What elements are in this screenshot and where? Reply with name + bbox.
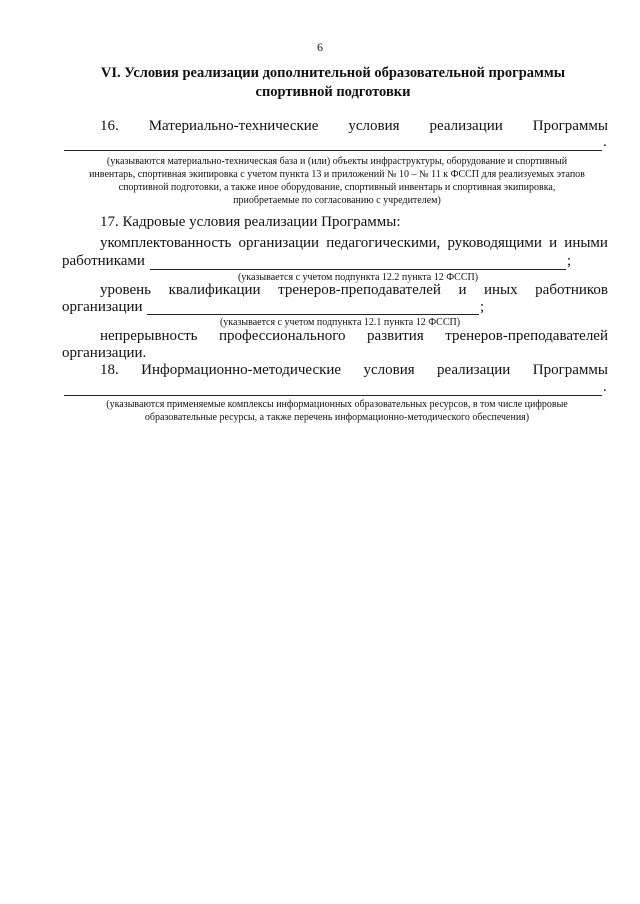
continuity-continuation: организации. (62, 345, 147, 361)
section-title-line-1: VI. Условия реализации дополнительной образовательной программы (100, 65, 566, 81)
item-16-word: Программы (532, 118, 608, 134)
item-18-blank-line (64, 395, 602, 396)
staffing-blank-line (150, 269, 566, 270)
qualification-semicolon: ; (480, 299, 485, 315)
item-16-blank-line (64, 150, 602, 151)
qualification-word: тренеров-преподавателей (278, 282, 441, 298)
item-16-word: реализации (429, 118, 503, 134)
item-17-continuity-line (100, 328, 608, 345)
qualification-note: (указывается с учетом подпункта 12.1 пункта 12 ФССП) (219, 317, 461, 328)
item-16-word: 16. (100, 118, 119, 134)
qualification-blank-line (147, 314, 479, 315)
staffing-word: и (549, 235, 558, 251)
item-18-word: Информационно-методические (141, 362, 342, 378)
continuity-word: непрерывность (100, 328, 198, 344)
staffing-continuation: работниками (62, 253, 145, 269)
item-17-staffing-line (100, 235, 608, 252)
qualification-word: квалификации (168, 282, 261, 298)
continuity-word: развития (367, 328, 424, 344)
qualification-word: уровень (100, 282, 152, 298)
item-16-period: . (603, 134, 607, 150)
qualification-word: работников (535, 282, 608, 298)
item-16-word: условия (348, 118, 400, 134)
item-16-note-line: спортивной подготовки, а также иное оборудование, спортивный инвентарь и спортивная экипировка, (118, 182, 556, 193)
item-16-note-line: инвентарь, спортивная экипировка с учетом пункта 13 и приложений № 10 – № 11 к ФССП для реализуемых этапов (89, 169, 585, 180)
item-17-qualification-line (100, 282, 608, 299)
staffing-semicolon: ; (567, 253, 572, 269)
item-16-note-line: (указываются материально-техническая база и (или) объекты инфраструктуры, оборудование и спортивный (106, 156, 568, 167)
staffing-word: организации (238, 235, 320, 251)
staffing-note: (указывается с учетом подпункта 12.2 пункта 12 ФССП) (237, 272, 479, 283)
item-18-heading (100, 362, 608, 379)
item-16-word: Материально-технические (148, 118, 319, 134)
qualification-word: и (458, 282, 467, 298)
item-17-heading: 17. Кадровые условия реализации Программы: (100, 214, 401, 230)
item-18-word: реализации (437, 362, 511, 378)
page-number: 6 (317, 40, 323, 54)
item-18-note-line: образовательные ресурсы, а также перечень информационно-методического обеспечения) (144, 412, 530, 423)
continuity-word: тренеров-преподавателей (445, 328, 608, 344)
item-16-heading (100, 118, 608, 135)
staffing-word: руководящими (447, 235, 542, 251)
qualification-word: иных (484, 282, 518, 298)
staffing-word: укомплектованность (100, 235, 232, 251)
continuity-word: профессионального (218, 328, 346, 344)
section-title-line-2: спортивной подготовки (255, 84, 411, 100)
item-18-word: условия (363, 362, 415, 378)
item-16-note (64, 155, 610, 207)
staffing-word: педагогическими, (326, 235, 441, 251)
item-18-note (64, 398, 610, 424)
qualification-continuation: организации (62, 299, 143, 315)
item-18-word: 18. (100, 362, 119, 378)
item-18-note-line: (указываются применяемые комплексы информационных образовательных ресурсов, в том числе цифровые (106, 399, 568, 410)
staffing-word: иными (564, 235, 608, 251)
item-18-period: . (603, 379, 607, 395)
item-16-note-line: приобретаемые по согласованию с учредителем) (233, 195, 441, 206)
item-18-word: Программы (532, 362, 608, 378)
